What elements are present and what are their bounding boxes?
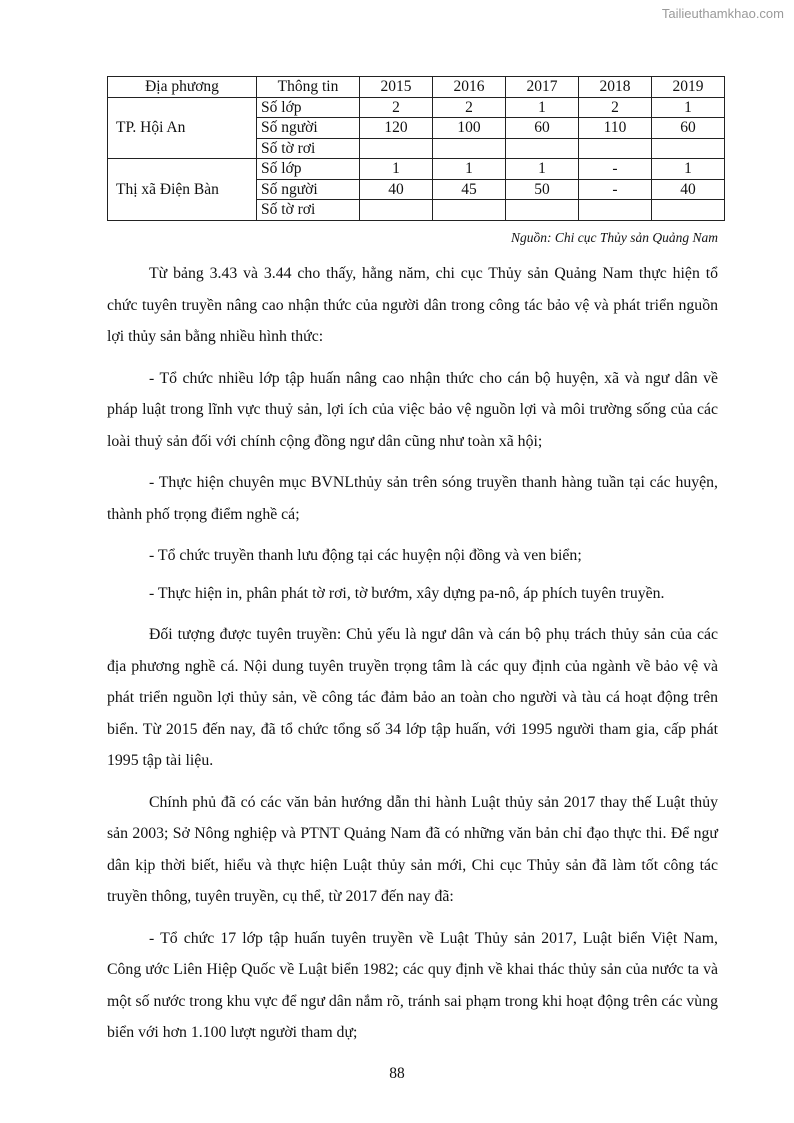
value-cell: 1 <box>360 159 433 180</box>
value-cell: 2 <box>433 97 506 118</box>
value-cell: 1 <box>652 159 725 180</box>
location-cell: TP. Hội An <box>108 97 257 159</box>
table-row <box>108 97 725 118</box>
header-location: Địa phương <box>108 77 257 98</box>
value-cell <box>579 138 652 159</box>
value-cell <box>652 200 725 221</box>
value-cell <box>433 138 506 159</box>
value-cell: 2 <box>579 97 652 118</box>
value-cell: - <box>579 159 652 180</box>
header-year-2016: 2016 <box>433 77 506 98</box>
value-cell: 1 <box>433 159 506 180</box>
value-cell: 60 <box>652 118 725 139</box>
info-label: Số tờ rơi <box>257 138 360 159</box>
paragraph: Chính phủ đã có các văn bản hướng dẫn thi hành Luật thủy sản 2017 thay thế Luật thủy sản 2003; Sở Nông nghiệp và PTNT Quảng Nam đã có những văn bản chỉ đạo thực thi. Để ngư dân kịp thời biết, hiểu và thực hiện Luật thủy sản mới, Chi cục Thủy sản đã làm tốt công tác truyền thông, tuyên truyền, cụ thể, từ 2017 đến nay đã: <box>107 793 718 905</box>
value-cell: 2 <box>360 97 433 118</box>
info-label: Số lớp <box>257 159 360 180</box>
paragraph: - Tổ chức nhiều lớp tập huấn nâng cao nhận thức cho cán bộ huyện, xã và ngư dân về pháp luật trong lĩnh vực thuỷ sản, lợi ích của việc bảo vệ nguồn lợi và môi trường sống của các loài thuỷ sản đối với chính cộng đồng ngư dân cũng như toàn xã hội; <box>107 369 718 450</box>
info-label: Số lớp <box>257 97 360 118</box>
value-cell: 40 <box>652 179 725 200</box>
body-text <box>107 258 718 1059</box>
value-cell <box>433 200 506 221</box>
page-number: 88 <box>389 1065 405 1082</box>
value-cell <box>579 200 652 221</box>
value-cell: 60 <box>506 118 579 139</box>
header-year-2018: 2018 <box>579 77 652 98</box>
value-cell: 45 <box>433 179 506 200</box>
value-cell: - <box>579 179 652 200</box>
value-cell <box>360 200 433 221</box>
location-cell: Thị xã Điện Bàn <box>108 159 257 221</box>
info-label: Số người <box>257 118 360 139</box>
value-cell <box>652 138 725 159</box>
header-year-2017: 2017 <box>506 77 579 98</box>
value-cell: 1 <box>506 97 579 118</box>
value-cell: 110 <box>579 118 652 139</box>
info-label: Số tờ rơi <box>257 200 360 221</box>
value-cell: 40 <box>360 179 433 200</box>
paragraph: - Thực hiện in, phân phát tờ rơi, tờ bướm, xây dựng pa-nô, áp phích tuyên truyền. <box>149 584 665 602</box>
paragraph: Từ bảng 3.43 và 3.44 cho thấy, hằng năm, chi cục Thủy sản Quảng Nam thực hiện tổ chức tuyên truyền nâng cao nhận thức của người dân trong công tác bảo vệ và phát triển nguồn lợi thủy sản bằng nhiều hình thức: <box>107 265 718 345</box>
value-cell <box>506 200 579 221</box>
watermark: Tailieuthamkhao.com <box>661 6 784 21</box>
info-label: Số người <box>257 179 360 200</box>
paragraph: Đối tượng được tuyên truyền: Chủ yếu là ngư dân và cán bộ phụ trách thủy sản của các địa phương nghề cá. Nội dung tuyên truyền trọng tâm là các quy định của ngành về bảo vệ và phát triển nguồn lợi thủy sản, về công tác đảm bảo an toàn cho người và tàu cá hoạt động trên biển. Từ 2015 đến nay, đã tổ chức tổng số 34 lớp tập huấn, với 1995 người tham gia, cấp phát 1995 tập tài liệu. <box>107 626 718 769</box>
table-row <box>108 159 725 180</box>
paragraph: - Tổ chức truyền thanh lưu động tại các huyện nội đồng và ven biển; <box>149 547 582 564</box>
statistics-table <box>107 76 725 221</box>
value-cell: 1 <box>506 159 579 180</box>
value-cell: 120 <box>360 118 433 139</box>
value-cell: 100 <box>433 118 506 139</box>
value-cell: 1 <box>652 97 725 118</box>
value-cell <box>506 138 579 159</box>
table-header-row <box>108 77 725 98</box>
paragraph: - Tổ chức 17 lớp tập huấn tuyên truyền về Luật Thủy sản 2017, Luật biển Việt Nam, Công ước Liên Hiệp Quốc về Luật biển 1982; các quy định về khai thác thủy sản của nước ta và một số nước trong khu vực để ngư dân nắm rõ, tránh sai phạm trong khi hoạt động trên các vùng biển với hơn 1.100 lượt người tham dự; <box>107 929 718 1041</box>
value-cell <box>360 138 433 159</box>
paragraph: - Thực hiện chuyên mục BVNLthủy sản trên sóng truyền thanh hàng tuần tại các huyện, thành phố trọng điểm nghề cá; <box>107 474 718 523</box>
table-source-note: Nguồn: Chi cục Thủy sản Quảng Nam <box>511 230 718 245</box>
header-year-2015: 2015 <box>360 77 433 98</box>
value-cell: 50 <box>506 179 579 200</box>
header-info: Thông tin <box>257 77 360 98</box>
header-year-2019: 2019 <box>652 77 725 98</box>
